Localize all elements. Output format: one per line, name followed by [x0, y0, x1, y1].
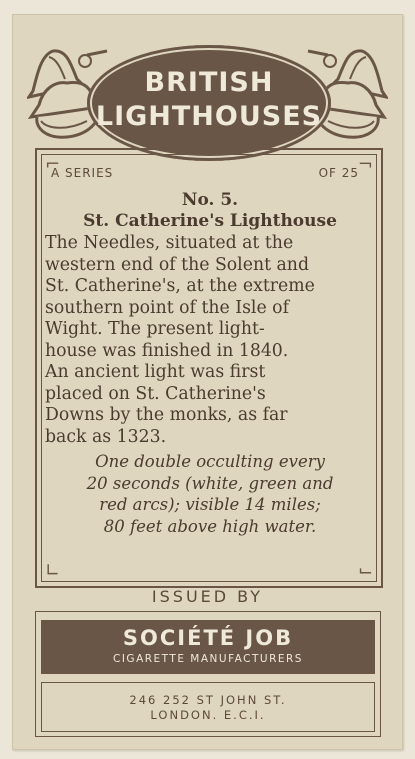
cigarette-card [12, 14, 403, 750]
spec-line: red arcs); visible 14 miles; [99, 495, 321, 514]
description-line: Downs by the monks, as far [45, 405, 288, 425]
description-line: western end of the Solent and [45, 254, 310, 275]
spec-line: One double occulting every [95, 452, 325, 471]
description-line: placed on St. Catherine's [45, 383, 266, 404]
card-header [13, 15, 402, 165]
corner-ornament: ⌐ [45, 154, 61, 175]
address-box [41, 682, 375, 732]
description-line: southern point of the Isle of [45, 297, 289, 318]
card-number: No. 5. [181, 190, 239, 210]
title-line-1: BRITISH [144, 67, 274, 98]
series-count: OF 25 [318, 166, 359, 180]
address-line-1: 246 252 ST JOHN ST. [129, 693, 287, 707]
corner-ornament: ¬ [357, 154, 373, 175]
title-line-2: LIGHTHOUSES [95, 101, 323, 132]
issuer-block [35, 611, 381, 737]
series-label: A SERIES [51, 166, 114, 180]
lighthouse-name: St. Catherine's Lighthouse [83, 211, 337, 231]
issued-by-label: ISSUED BY [151, 587, 264, 606]
description-line: back as 1323. [45, 426, 167, 447]
address-line-2: LONDON. E.C.I. [150, 708, 266, 722]
card-content [45, 190, 375, 537]
description-line: Wight. The present light- [45, 319, 265, 339]
brand-band [41, 620, 375, 674]
light-specification [45, 451, 375, 537]
description-frame [35, 148, 383, 588]
brand-name: SOCIÉTÉ JOB [122, 626, 294, 650]
brand-tagline: CIGARETTE MANUFACTURERS [113, 653, 303, 665]
description-line: house was finished in 1840. [45, 340, 289, 361]
description-line: The Needles, situated at the [45, 233, 294, 253]
spec-line: 80 feet above high water. [103, 516, 317, 536]
corner-ornament: ∟ [45, 560, 61, 581]
corner-ornament: ⌙ [357, 560, 373, 581]
description-line: St. Catherine's, at the extreme [45, 276, 315, 296]
description [45, 233, 375, 448]
spec-line: 20 seconds (white, green and [86, 473, 334, 493]
description-line: An ancient light was first [45, 362, 266, 382]
